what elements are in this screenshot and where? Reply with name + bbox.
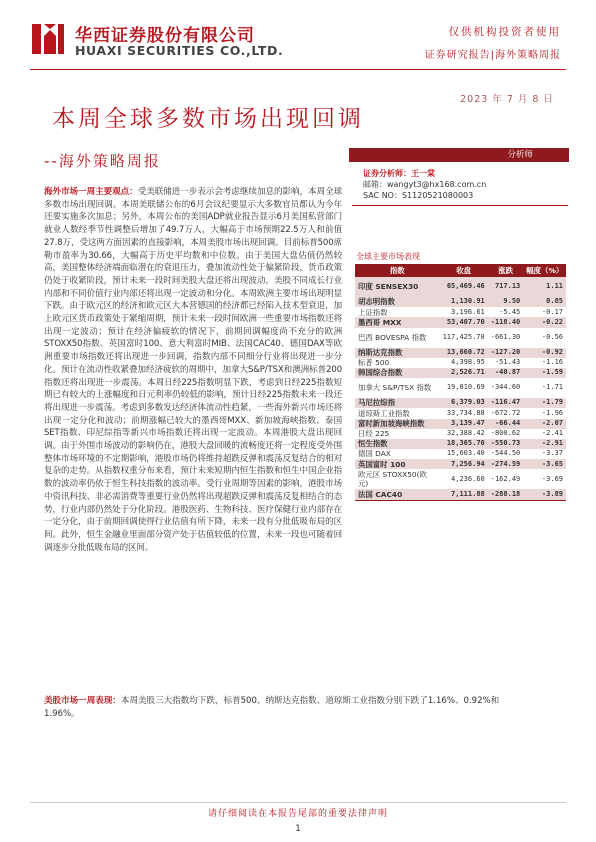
- table-row: [355, 277, 566, 297]
- table-cell-change: -344.60: [490, 383, 521, 392]
- table-cell-close: 65,469.46: [440, 277, 488, 297]
- table-cell-pct: 0.85: [523, 297, 566, 307]
- market-table-title: 全球主要市场表现: [356, 252, 420, 261]
- table-cell-change: -66.44: [488, 419, 524, 429]
- table-cell-close: 4,236.60: [451, 474, 485, 483]
- table-cell-pct: -0.17: [541, 307, 563, 316]
- table-cell-change: 9.50: [488, 297, 524, 307]
- table-row: [355, 348, 566, 358]
- table-cell-index: 纳斯达克指数: [355, 348, 440, 358]
- table-row: [355, 459, 566, 469]
- table-cell-close: 1,130.91: [440, 297, 488, 307]
- analyst-name: 王一棠: [411, 169, 435, 178]
- table-cell-pct: -0.92: [523, 348, 566, 358]
- table-cell-pct: -3.69: [541, 474, 563, 483]
- table-cell-index: 印度 SENSEX30: [355, 277, 440, 297]
- table-row: [355, 408, 566, 418]
- table-cell-change: -127.20: [488, 348, 524, 358]
- table-cell-change: -40.87: [488, 368, 524, 378]
- table-cell-close: 7,111.88: [440, 489, 488, 500]
- table-cell-close: 117,425.70: [442, 332, 485, 341]
- table-cell-close: 3,196.61: [451, 307, 485, 316]
- table-cell-index: 德国 DAX: [358, 449, 391, 459]
- analyst-name-label: 证券分析师：: [363, 169, 411, 178]
- table-cell-index: 墨西哥 MXX: [355, 317, 440, 327]
- table-cell-index: 恒生指数: [355, 439, 440, 449]
- table-cell-change: -51.43: [494, 358, 521, 367]
- table-cell-change: -550.73: [488, 439, 524, 449]
- table-cell-close: 53,407.70: [440, 317, 488, 327]
- analyst-email-label: 邮箱：: [363, 180, 387, 189]
- report-type-tag: 证券研究报告|海外策略周报: [424, 50, 561, 61]
- table-cell-index: 上证指数: [358, 307, 388, 317]
- table-row: [355, 469, 566, 489]
- table-cell-index: 道琼斯工业指数: [358, 408, 410, 418]
- table-cell-change: -162.49: [490, 474, 521, 483]
- table-cell-index: 富时新加坡海峡指数: [355, 419, 440, 429]
- table-cell-close: 2,526.71: [440, 368, 488, 378]
- us-market-label: 美股市场一周表现：: [44, 696, 121, 706]
- table-row: [355, 317, 566, 327]
- company-logo-icon: [30, 20, 66, 56]
- analyst-sac-label: SAC NO：: [363, 191, 402, 200]
- overseas-market-section: [44, 186, 342, 554]
- table-cell-close: 7,256.94: [440, 459, 488, 469]
- table-cell-index: 标普 500: [358, 358, 390, 368]
- table-row: [355, 429, 566, 439]
- table-cell-index: 日经 225: [358, 429, 390, 439]
- table-cell-pct: -2.41: [541, 429, 563, 438]
- analyst-divider: [352, 205, 568, 206]
- table-cell-close: 6,379.03: [440, 398, 488, 408]
- table-header-pct: 幅度（%）: [523, 264, 566, 277]
- overseas-paragraph: [44, 186, 342, 554]
- table-cell-pct: -3.89: [523, 489, 566, 500]
- report-subtitle: --海外策略周报: [44, 152, 161, 170]
- table-cell-pct: -2.07: [523, 419, 566, 429]
- table-cell-pct: -1.16: [541, 358, 563, 367]
- analyst-email-row: [363, 179, 486, 190]
- analyst-header-bar: 分析师: [349, 148, 569, 162]
- table-cell-close: 19,810.69: [446, 383, 485, 392]
- table-header-index: 指数: [355, 264, 440, 277]
- table-cell-change: -672.72: [490, 408, 521, 417]
- table-body: [355, 277, 566, 500]
- table-cell-pct: -0.22: [523, 317, 566, 327]
- table-row: [355, 328, 566, 348]
- header-divider: [30, 69, 566, 70]
- analyst-info: [363, 168, 486, 201]
- table-row: [355, 358, 566, 368]
- table-cell-index: 欧元区 STOXX50(欧元): [358, 469, 427, 489]
- table-cell-pct: 1.11: [523, 277, 566, 297]
- market-performance-table: [355, 264, 566, 501]
- table-cell-change: -5.45: [499, 307, 521, 316]
- table-cell-close: 32,388.42: [446, 429, 485, 438]
- analyst-sac: S1120521080003: [401, 191, 474, 200]
- table-cell-close: 13,660.72: [440, 348, 488, 358]
- company-name-en: HUAXI SECURITIES CO.,LTD.: [75, 43, 284, 58]
- report-title: 本周全球多数市场出现回调: [52, 106, 364, 132]
- table-cell-pct: -1.79: [523, 398, 566, 408]
- table-cell-index: 马尼拉综指: [355, 398, 440, 408]
- table-row: [355, 378, 566, 398]
- table-cell-change: 717.13: [488, 277, 524, 297]
- table-cell-close: 4,398.95: [451, 358, 485, 367]
- table-cell-pct: -1.71: [541, 383, 563, 392]
- table-cell-change: -288.18: [488, 489, 524, 500]
- table-row: [355, 398, 566, 408]
- footer-divider: [30, 802, 566, 803]
- table-cell-change: -800.62: [490, 429, 521, 438]
- table-row: [355, 307, 566, 317]
- page-number: 1: [295, 824, 301, 834]
- table-cell-pct: -3.37: [541, 449, 563, 458]
- analyst-sac-row: [363, 190, 486, 201]
- legal-disclaimer-link[interactable]: 请仔细阅读在本报告尾部的重要法律声明: [207, 809, 388, 819]
- us-market-text: 本周美股三大指数均下跌，标普500、纳斯达克指数、道琼斯工业指数分别下跌了1.16%、0.92%和1.96%。: [44, 696, 500, 719]
- table-row: [355, 439, 566, 449]
- table-header-change: 涨跌: [488, 264, 524, 277]
- analyst-email-link[interactable]: wangyt3@hx168.com.cn: [387, 180, 487, 189]
- company-name-cn: 华西证券股份有限公司: [75, 26, 255, 46]
- table-cell-close: 18,365.70: [440, 439, 488, 449]
- table-header-row: [355, 264, 566, 277]
- table-cell-close: 33,734.88: [446, 408, 485, 417]
- table-cell-pct: -0.56: [541, 332, 563, 341]
- table-row: [355, 449, 566, 459]
- table-cell-change: -544.50: [490, 449, 521, 458]
- table-cell-change: -274.59: [488, 459, 524, 469]
- table-cell-pct: -2.91: [523, 439, 566, 449]
- table-cell-change: -661.30: [490, 332, 521, 341]
- overseas-text: 受美联储进一步表示会考虑继续加息的影响，本周全球多数市场出现回调。本周美联储公布的6月会议纪要显示大多数官员都认为今年还要实施多次加息；另外，本周公布的美国ADP就业报告显示6月美国私营部门就业人数经季节性调整后增加了49.7万人，大幅高于市场预期22.5万人和前值27.8万，受这两方面因素的直接影响，本周美股市场出现回调。目前标普500席勒市盈率为30.66，大幅高于历史平均数和中位数。由于美国大盘估值仍然较高，美国整体经济端面临潜在的衰退压力，叠加流动性处于偏紧阶段，货币政策仍处于收紧阶段，预计未来一段时间美股大盘还将出现波动，美股不同成长行业内部和不同价值行业内部还将出现一定波动和分化。本周欧洲主要市场出现明显下跌。由于欧元区的经济和欧元区大本营德国的经济都已经陷入技术型衰退，加上欧元区货币政策处于紧缩周期，预计未来一段时间欧洲一些重要市场指数还将出现一定波动；预计在经济偏疲软的情况下，前期回调幅度尚不充分的欧洲STOXX50指数、英国富时100、意大利富时MIB、法国CAC40、德国DAX等欧洲重要市场指数还将出现进一步回调，指数内部不同细分行业将出现进一步分化。预计在流动性收紧叠加经济疲软的周期中，加拿大S&P/TSX和澳洲标普200指数还将出现进一步震荡。本周日经225指数明显下跌，考虑到日经225指数短期已有较大的上涨幅度和日元利率仍较低的影响，预计日经225指数未来一段还将出现进一步震荡。考虑到多数发达经济体流动性趋紧，一些海外新兴市场还将出现一定分化和波动；前期涨幅已较大的墨西哥MXX、新加坡海峡指数、泰国SET指数、印尼综指等新兴市场指数还将出现一定波动。本周港股大盘出现回调。由于外围市场波动的影响仍在，港股大盘回暖的流畅度还将一定程度受外围整体市场环境的不定期影响，港股市场仍将维持超跌反弹和震荡反复结合的相对复杂的走势。从指数权重分布来看，预计未来短期内恒生指数和恒生中国企业指数的波动率仍依于恒生科技指数的波动率。受行业周期等因素的影响，港股市场中资讯科技、非必需消费等重要行业仍然将出现超跌反弹和震荡反复相结合的态势，行业内部仍然处于分化阶段。港股医药、生物科技、医疗保健行业内部存在一定分化，由于前期回调使得行业估值有所下降，未来一段有分批低吸布局的区间。此外，恒生金融业里面部分资产处于估值较低的位置，未来一段也可随着回调逐步分批低吸布局的区间。: [44, 187, 342, 553]
- table-cell-change: -116.47: [488, 398, 524, 408]
- table-cell-index: 英国富时 100: [355, 459, 440, 469]
- table-header-close: 收盘: [440, 264, 488, 277]
- table-row: [355, 489, 566, 500]
- report-date: 2023 年 7 月 8 日: [460, 94, 554, 105]
- table-cell-close: 15,603.40: [446, 449, 485, 458]
- table-row: [355, 368, 566, 378]
- table-row: [355, 419, 566, 429]
- table-cell-index: 加拿大 S&P/TSX 指数: [358, 383, 432, 393]
- table-cell-index: 胡志明指数: [355, 297, 440, 307]
- table-cell-pct: -1.59: [523, 368, 566, 378]
- us-market-section: [44, 695, 524, 720]
- investor-tag: 仅供机构投资者使用: [448, 26, 561, 38]
- overseas-label: 海外市场一周主要观点：: [44, 187, 138, 197]
- table-row: [355, 297, 566, 307]
- table-cell-index: 巴西 BOVESPA 指数: [358, 332, 427, 342]
- table-cell-index: 韩国综合指数: [355, 368, 440, 378]
- table-cell-pct: -3.65: [523, 459, 566, 469]
- analyst-name-row: [363, 168, 486, 179]
- table-cell-close: 3,139.47: [440, 419, 488, 429]
- table-cell-pct: -1.96: [541, 408, 563, 417]
- table-cell-change: -118.40: [488, 317, 524, 327]
- table-cell-index: 法国 CAC40: [355, 489, 440, 500]
